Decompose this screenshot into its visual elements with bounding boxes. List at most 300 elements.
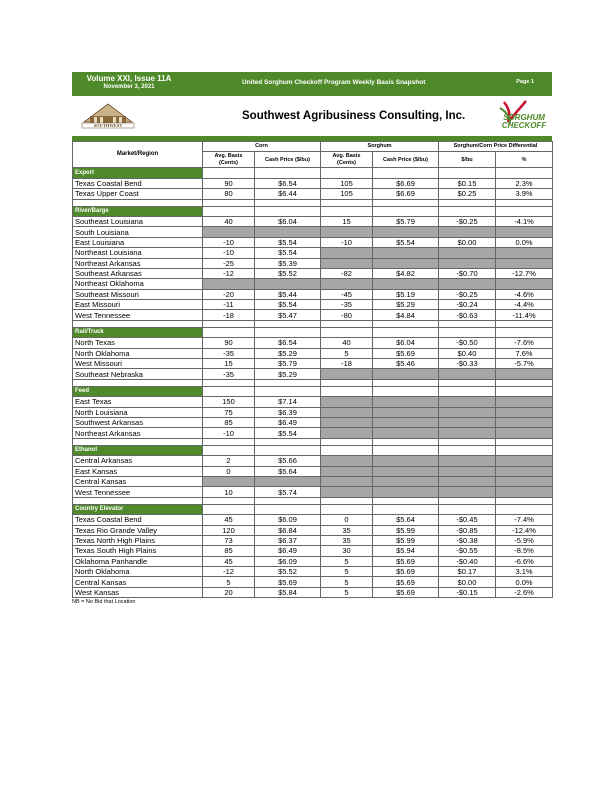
sorghum-cash-cell: $5.46 xyxy=(373,359,439,369)
market-cell: Southwest Arkansas xyxy=(73,417,203,427)
corn-basis-cell: 80 xyxy=(203,189,255,199)
no-bid-cell xyxy=(439,369,496,379)
spacer-cell xyxy=(321,379,373,386)
spacer-row xyxy=(73,497,553,504)
no-bid-cell xyxy=(439,456,496,466)
corn-basis-cell: 85 xyxy=(203,417,255,427)
section-label: River/Barge xyxy=(73,206,203,216)
sorghum-basis-cell: 5 xyxy=(321,567,373,577)
corn-header: Corn xyxy=(203,142,321,152)
corn-cash-cell: $5.29 xyxy=(255,348,321,358)
corn-basis-cell: 2 xyxy=(203,456,255,466)
section-blank-cell xyxy=(373,445,439,455)
table-row xyxy=(73,310,553,320)
table-row xyxy=(73,348,553,358)
no-bid-cell xyxy=(321,417,373,427)
no-bid-cell xyxy=(321,476,373,486)
no-bid-cell xyxy=(373,407,439,417)
no-bid-cell xyxy=(439,428,496,438)
diff-pct-cell: -4.4% xyxy=(496,300,553,310)
market-cell: West Tennessee xyxy=(73,310,203,320)
basis-table xyxy=(72,141,553,598)
table-row xyxy=(73,359,553,369)
market-cell: North Oklahoma xyxy=(73,567,203,577)
corn-cash-cell: $5.54 xyxy=(255,428,321,438)
volume-label: Volume XXI, Issue 11A xyxy=(86,74,172,83)
spacer-cell xyxy=(203,497,255,504)
table-row xyxy=(73,289,553,299)
sorghum-basis-cell: -82 xyxy=(321,268,373,278)
market-cell: Central Arkansas xyxy=(73,456,203,466)
sorghum-basis-cell: -80 xyxy=(321,310,373,320)
spacer-cell xyxy=(73,379,203,386)
market-cell: East Louisiana xyxy=(73,237,203,247)
section-blank-cell xyxy=(496,327,553,337)
no-bid-cell xyxy=(373,279,439,289)
market-cell: East Missouri xyxy=(73,300,203,310)
no-bid-cell xyxy=(439,407,496,417)
corn-cash-cell: $5.54 xyxy=(255,248,321,258)
diff-per-bu-header: $/bu xyxy=(439,152,496,168)
corn-cash-cell: $6.49 xyxy=(255,417,321,427)
spacer-cell xyxy=(203,438,255,445)
corn-basis-cell: 10 xyxy=(203,487,255,497)
table-row xyxy=(73,407,553,417)
section-blank-cell xyxy=(203,327,255,337)
no-bid-cell xyxy=(321,456,373,466)
market-cell: South Louisiana xyxy=(73,227,203,237)
corn-basis-cell: -10 xyxy=(203,237,255,247)
market-cell: Oklahoma Panhandle xyxy=(73,556,203,566)
diff-pct-cell: -11.4% xyxy=(496,310,553,320)
group-header-row xyxy=(73,142,553,152)
diff-pct-header: % xyxy=(496,152,553,168)
sorghum-basis-cell: 5 xyxy=(321,577,373,587)
spacer-cell xyxy=(321,438,373,445)
corn-basis-cell: -35 xyxy=(203,348,255,358)
spacer-cell xyxy=(255,497,321,504)
spacer-cell xyxy=(373,379,439,386)
spacer-cell xyxy=(203,379,255,386)
no-bid-cell xyxy=(439,248,496,258)
diff-pct-cell: -5.9% xyxy=(496,535,553,545)
spacer-cell xyxy=(321,320,373,327)
corn-cash-cell: $6.39 xyxy=(255,407,321,417)
section-blank-cell xyxy=(439,168,496,178)
no-bid-cell xyxy=(203,227,255,237)
section-header-row xyxy=(73,445,553,455)
section-label: Country Elevator xyxy=(73,504,203,514)
no-bid-cell xyxy=(439,258,496,268)
sorghum-basis-cell: 5 xyxy=(321,348,373,358)
corn-basis-cell: 20 xyxy=(203,587,255,597)
section-header-row xyxy=(73,386,553,396)
no-bid-cell xyxy=(496,428,553,438)
spacer-cell xyxy=(203,320,255,327)
corn-cash-cell: $6.37 xyxy=(255,535,321,545)
no-bid-cell xyxy=(439,279,496,289)
table-row xyxy=(73,487,553,497)
market-cell: Southeast Louisiana xyxy=(73,216,203,226)
diff-per-bu-cell: -$0.25 xyxy=(439,289,496,299)
no-bid-cell xyxy=(321,279,373,289)
corn-basis-cell: 90 xyxy=(203,178,255,188)
section-blank-cell xyxy=(255,206,321,216)
sorghum-cash-cell: $6.69 xyxy=(373,178,439,188)
section-blank-cell xyxy=(203,168,255,178)
table-body xyxy=(73,168,553,598)
spacer-cell xyxy=(321,199,373,206)
market-cell: Northeast Arkansas xyxy=(73,258,203,268)
diff-pct-cell: -12.4% xyxy=(496,525,553,535)
no-bid-cell xyxy=(373,417,439,427)
no-bid-cell xyxy=(373,466,439,476)
corn-cash-cell: $5.54 xyxy=(255,300,321,310)
spacer-cell xyxy=(439,320,496,327)
section-label: Feed xyxy=(73,386,203,396)
no-bid-cell xyxy=(496,397,553,407)
spacer-cell xyxy=(496,320,553,327)
diff-per-bu-cell: $0.00 xyxy=(439,577,496,587)
market-cell: Texas Rio Grande Valley xyxy=(73,525,203,535)
diff-per-bu-cell: $0.17 xyxy=(439,567,496,577)
spacer-cell xyxy=(255,379,321,386)
spacer-cell xyxy=(373,199,439,206)
spacer-cell xyxy=(496,497,553,504)
no-bid-cell xyxy=(496,476,553,486)
section-blank-cell xyxy=(373,386,439,396)
corn-basis-cell: -12 xyxy=(203,567,255,577)
section-blank-cell xyxy=(321,327,373,337)
corn-basis-cell: -10 xyxy=(203,248,255,258)
market-cell: Southeast Nebraska xyxy=(73,369,203,379)
spacer-row xyxy=(73,199,553,206)
sorghum-cash-cell: $4.82 xyxy=(373,268,439,278)
diff-pct-cell: -12.7% xyxy=(496,268,553,278)
sorghum-cash-cell: $4.84 xyxy=(373,310,439,320)
section-blank-cell xyxy=(373,168,439,178)
corn-cash-cell: $6.84 xyxy=(255,525,321,535)
svg-text:SORGHUM: SORGHUM xyxy=(503,113,545,122)
market-cell: Northeast Oklahoma xyxy=(73,279,203,289)
section-header-row xyxy=(73,206,553,216)
sorghum-basis-cell: 30 xyxy=(321,546,373,556)
sorghum-cash-cell: $5.29 xyxy=(373,300,439,310)
section-blank-cell xyxy=(255,445,321,455)
table-row xyxy=(73,476,553,486)
sorghum-cash-cell: $5.79 xyxy=(373,216,439,226)
section-blank-cell xyxy=(321,206,373,216)
section-blank-cell xyxy=(255,386,321,396)
corn-cash-cell: $5.74 xyxy=(255,487,321,497)
issue-date: November 3, 2021 xyxy=(103,84,155,90)
corn-cash-cell: $6.04 xyxy=(255,216,321,226)
no-bid-cell xyxy=(496,487,553,497)
footnote: NB = No Bid that Location xyxy=(72,599,136,606)
diff-pct-cell: 0.0% xyxy=(496,237,553,247)
corn-basis-cell: -12 xyxy=(203,268,255,278)
diff-pct-cell: -2.6% xyxy=(496,587,553,597)
diff-pct-cell: 0.0% xyxy=(496,577,553,587)
diff-per-bu-cell: $0.15 xyxy=(439,178,496,188)
table-row xyxy=(73,369,553,379)
sorghum-basis-cell: 40 xyxy=(321,338,373,348)
market-cell: Southeast Missouri xyxy=(73,289,203,299)
section-label: Ethanol xyxy=(73,445,203,455)
no-bid-cell xyxy=(373,227,439,237)
corn-cash-cell: $5.69 xyxy=(255,577,321,587)
no-bid-cell xyxy=(439,417,496,427)
spacer-row xyxy=(73,320,553,327)
sorghum-basis-cell: 105 xyxy=(321,189,373,199)
spacer-cell xyxy=(73,199,203,206)
section-blank-cell xyxy=(203,206,255,216)
sorghum-basis-cell: 5 xyxy=(321,556,373,566)
sorghum-header: Sorghum xyxy=(321,142,439,152)
svg-text:SOUTHWEST: SOUTHWEST xyxy=(93,123,123,129)
sorghum-cash-cell: $6.04 xyxy=(373,338,439,348)
spacer-cell xyxy=(439,438,496,445)
sorghum-basis-cell: -35 xyxy=(321,300,373,310)
sorghum-cash-cell: $5.69 xyxy=(373,567,439,577)
table-row xyxy=(73,268,553,278)
diff-per-bu-cell: $0.40 xyxy=(439,348,496,358)
no-bid-cell xyxy=(439,476,496,486)
section-header-row xyxy=(73,168,553,178)
no-bid-cell xyxy=(321,369,373,379)
spacer-cell xyxy=(255,199,321,206)
spacer-cell xyxy=(496,199,553,206)
section-blank-cell xyxy=(321,445,373,455)
diff-per-bu-cell: -$0.45 xyxy=(439,515,496,525)
table-row xyxy=(73,237,553,247)
section-label: Rail/Truck xyxy=(73,327,203,337)
no-bid-cell xyxy=(255,476,321,486)
sorghum-cash-cell: $5.69 xyxy=(373,587,439,597)
no-bid-cell xyxy=(373,487,439,497)
diff-pct-cell: -8.5% xyxy=(496,546,553,556)
market-cell: North Louisiana xyxy=(73,407,203,417)
section-blank-cell xyxy=(255,327,321,337)
no-bid-cell xyxy=(496,466,553,476)
sorghum-checkoff-logo xyxy=(492,98,550,132)
section-blank-cell xyxy=(255,504,321,514)
corn-basis-cell: -25 xyxy=(203,258,255,268)
market-cell: East Kansas xyxy=(73,466,203,476)
corn-basis-cell: 15 xyxy=(203,359,255,369)
section-blank-cell xyxy=(203,504,255,514)
no-bid-cell xyxy=(373,248,439,258)
no-bid-cell xyxy=(439,466,496,476)
diff-pct-cell: -7.4% xyxy=(496,515,553,525)
corn-basis-cell: 120 xyxy=(203,525,255,535)
diff-per-bu-cell: -$0.38 xyxy=(439,535,496,545)
no-bid-cell xyxy=(496,407,553,417)
market-cell: Texas Coastal Bend xyxy=(73,515,203,525)
sorghum-basis-cell: -18 xyxy=(321,359,373,369)
corn-cash-cell: $5.52 xyxy=(255,268,321,278)
section-blank-cell xyxy=(255,168,321,178)
no-bid-cell xyxy=(439,227,496,237)
no-bid-cell xyxy=(321,428,373,438)
section-blank-cell xyxy=(496,386,553,396)
table-row xyxy=(73,556,553,566)
diff-pct-cell: -5.7% xyxy=(496,359,553,369)
section-header-row xyxy=(73,504,553,514)
spacer-cell xyxy=(255,438,321,445)
no-bid-cell xyxy=(373,428,439,438)
table-row xyxy=(73,300,553,310)
corn-cash-cell: $5.64 xyxy=(255,466,321,476)
table-row xyxy=(73,216,553,226)
table-row xyxy=(73,178,553,188)
sorghum-basis-header: Avg. Basis (Cents) xyxy=(321,152,373,168)
svg-text:CHECKOFF: CHECKOFF xyxy=(501,121,547,130)
section-blank-cell xyxy=(321,386,373,396)
corn-basis-cell: 90 xyxy=(203,338,255,348)
table-row xyxy=(73,466,553,476)
table-row xyxy=(73,525,553,535)
corn-basis-cell: 45 xyxy=(203,515,255,525)
no-bid-cell xyxy=(496,248,553,258)
corn-cash-cell: $5.54 xyxy=(255,237,321,247)
market-cell: Central Kansas xyxy=(73,476,203,486)
sorghum-cash-cell: $5.69 xyxy=(373,556,439,566)
corn-cash-cell: $5.39 xyxy=(255,258,321,268)
corn-basis-cell: -35 xyxy=(203,369,255,379)
table-row xyxy=(73,515,553,525)
spacer-cell xyxy=(255,320,321,327)
diff-pct-cell: -6.6% xyxy=(496,556,553,566)
market-cell: Southeast Arkansas xyxy=(73,268,203,278)
spacer-row xyxy=(73,438,553,445)
diff-per-bu-cell: $0.25 xyxy=(439,189,496,199)
corn-cash-cell: $6.49 xyxy=(255,546,321,556)
spacer-cell xyxy=(373,320,439,327)
section-blank-cell xyxy=(439,206,496,216)
issue-info xyxy=(86,74,172,92)
table-row xyxy=(73,587,553,597)
spacer-cell xyxy=(321,497,373,504)
no-bid-cell xyxy=(373,456,439,466)
company-header xyxy=(72,96,552,141)
corn-basis-cell: 40 xyxy=(203,216,255,226)
no-bid-cell xyxy=(321,248,373,258)
table-row xyxy=(73,428,553,438)
market-cell: Central Kansas xyxy=(73,577,203,587)
no-bid-cell xyxy=(439,487,496,497)
corn-cash-cell: $6.44 xyxy=(255,189,321,199)
diff-pct-cell: 3.9% xyxy=(496,189,553,199)
section-header-row xyxy=(73,327,553,337)
market-cell: West Missouri xyxy=(73,359,203,369)
table-row xyxy=(73,456,553,466)
no-bid-cell xyxy=(321,227,373,237)
market-cell: Texas Upper Coast xyxy=(73,189,203,199)
report-title: United Sorghum Checkoff Program Weekly Basis Snapshot xyxy=(242,79,426,86)
corn-basis-cell: 0 xyxy=(203,466,255,476)
market-cell: Northeast Arkansas xyxy=(73,428,203,438)
sorghum-basis-cell: 35 xyxy=(321,525,373,535)
table-row xyxy=(73,535,553,545)
spacer-cell xyxy=(496,438,553,445)
diff-pct-cell: -7.6% xyxy=(496,338,553,348)
page-number: Page 1 xyxy=(516,79,534,85)
corn-basis-header: Avg. Basis (Cents) xyxy=(203,152,255,168)
table-row xyxy=(73,546,553,556)
corn-cash-cell: $6.54 xyxy=(255,338,321,348)
sorghum-basis-cell: 0 xyxy=(321,515,373,525)
corn-cash-cell: $6.09 xyxy=(255,515,321,525)
corn-cash-cell: $6.09 xyxy=(255,556,321,566)
corn-basis-cell: 150 xyxy=(203,397,255,407)
spacer-cell xyxy=(73,438,203,445)
spacer-cell xyxy=(439,199,496,206)
table-row xyxy=(73,397,553,407)
section-blank-cell xyxy=(439,386,496,396)
table-row xyxy=(73,189,553,199)
no-bid-cell xyxy=(496,417,553,427)
section-blank-cell xyxy=(373,327,439,337)
diff-per-bu-cell: $0.00 xyxy=(439,237,496,247)
sorghum-basis-cell: 15 xyxy=(321,216,373,226)
diff-per-bu-cell: -$0.70 xyxy=(439,268,496,278)
differential-header: Sorghum/Corn Price Differential xyxy=(439,142,553,152)
section-blank-cell xyxy=(439,327,496,337)
no-bid-cell xyxy=(255,279,321,289)
diff-per-bu-cell: -$0.40 xyxy=(439,556,496,566)
corn-cash-cell: $5.29 xyxy=(255,369,321,379)
section-blank-cell xyxy=(496,445,553,455)
company-name: Southwest Agribusiness Consulting, Inc. xyxy=(242,110,466,122)
no-bid-cell xyxy=(496,456,553,466)
market-cell: West Kansas xyxy=(73,587,203,597)
diff-per-bu-cell: -$0.33 xyxy=(439,359,496,369)
no-bid-cell xyxy=(255,227,321,237)
corn-basis-cell: 45 xyxy=(203,556,255,566)
title-banner xyxy=(72,72,552,96)
corn-cash-cell: $5.52 xyxy=(255,567,321,577)
spacer-cell xyxy=(439,379,496,386)
section-blank-cell xyxy=(203,445,255,455)
no-bid-cell xyxy=(321,258,373,268)
diff-pct-cell: -4.6% xyxy=(496,289,553,299)
diff-per-bu-cell: -$0.63 xyxy=(439,310,496,320)
corn-basis-cell: -20 xyxy=(203,289,255,299)
no-bid-cell xyxy=(496,258,553,268)
section-blank-cell xyxy=(496,206,553,216)
corn-cash-header: Cash Price ($/bu) xyxy=(255,152,321,168)
corn-basis-cell: -18 xyxy=(203,310,255,320)
no-bid-cell xyxy=(373,369,439,379)
section-blank-cell xyxy=(439,445,496,455)
corn-cash-cell: $5.84 xyxy=(255,587,321,597)
sorghum-cash-cell: $5.69 xyxy=(373,577,439,587)
report-page xyxy=(72,72,552,605)
corn-cash-cell: $5.44 xyxy=(255,289,321,299)
spacer-cell xyxy=(373,438,439,445)
sorghum-cash-cell: $5.64 xyxy=(373,515,439,525)
section-blank-cell xyxy=(439,504,496,514)
diff-per-bu-cell: -$0.15 xyxy=(439,587,496,597)
market-cell: Northeast Louisiana xyxy=(73,248,203,258)
no-bid-cell xyxy=(203,279,255,289)
diff-pct-cell: -4.1% xyxy=(496,216,553,226)
no-bid-cell xyxy=(203,476,255,486)
corn-basis-cell: -10 xyxy=(203,428,255,438)
section-blank-cell xyxy=(321,504,373,514)
diff-per-bu-cell: -$0.55 xyxy=(439,546,496,556)
